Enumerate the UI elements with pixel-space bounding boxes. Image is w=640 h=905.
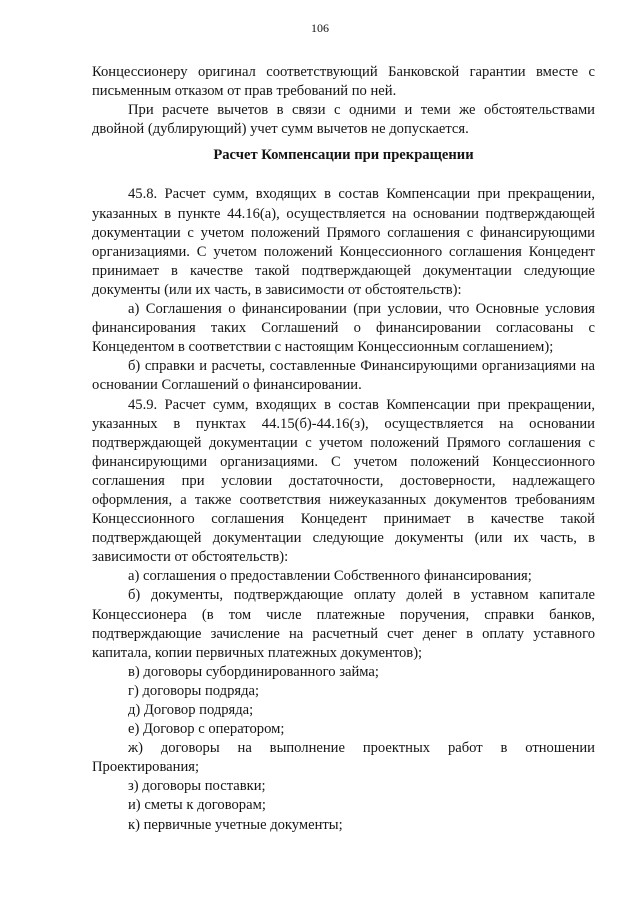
paragraph-continuation: Концессионеру оригинал соответствующий Банковской гарантии вместе с письменным отказом от прав требований по ней. [92, 64, 595, 100]
paragraph-double-deduction: При расчете вычетов в связи с одними и теми же обстоятельствами двойной (дублирующий) учет сумм вычетов не допускается. [92, 102, 595, 138]
clause-45-8-item-b: б) справки и расчеты, составленные Финансирующими организациями на основании Соглашений о финансировании. [92, 358, 595, 394]
clause-45-8-item-a: а) Соглашения о финансировании (при условии, что Основные условия финансирования таких Соглашений о финансировании согласованы с Концедентом в соответствии с настоящим Концессионным соглашением); [92, 301, 595, 356]
clause-45-9-item-i: и) сметы к договорам; [128, 797, 266, 814]
clause-45-9-item-g: г) договоры подряда; [128, 682, 260, 699]
section-heading: Расчет Компенсации при прекращении [213, 147, 474, 164]
clause-45-9-item-k: к) первичные учетные документы; [128, 816, 343, 833]
clause-45-8: 45.8. Расчет сумм, входящих в состав Компенсации при прекращении, указанных в пункте 44.16(а), осуществляется на основании подтверждающей документации с учетом положений Прямого соглашения с финансирующими организациями. С учетом положений Концессионного соглашения Концедент принимает в качестве такой подтверждающей документации следующие документы (или их часть, в зависимости от обстоятельств): [92, 186, 595, 298]
clause-45-9-item-d: д) Договор подряда; [128, 702, 254, 718]
clause-45-9: 45.9. Расчет сумм, входящих в состав Компенсации при прекращении, указанных в пунктах 44.15(б)-44.16(з), осуществляется на основании подтверждающей документации с учетом положений Прямого соглашения с финансирующими организациями. С учетом положений Концессионного соглашения при условии достаточности, достоверности, надлежащего оформления, а также соответствия нижеуказанных документов требованиям Концессионного соглашения Концедент принимает в качестве такой подтверждающей документации следующие документы (или их часть, в зависимости от обстоятельств): [92, 396, 595, 566]
clause-45-9-item-a: а) соглашения о предоставлении Собственного финансирования; [128, 568, 532, 585]
clause-45-9-item-zh: ж) договоры на выполнение проектных работ в отношении Проектирования; [92, 740, 595, 776]
clause-45-9-item-v: в) договоры субординированного займа; [128, 663, 379, 680]
clause-45-9-item-b: б) документы, подтверждающие оплату долей в уставном капитале Концессионера (в том числе платежные поручения, справки банков, подтверждающие зачисление на расчетный счет денег в оплату уставного капитала, копии первичных платежных документов); [92, 587, 595, 661]
clause-45-9-item-e: е) Договор с оператором; [128, 721, 285, 738]
clause-45-9-item-z: з) договоры поставки; [128, 778, 266, 795]
page-number: 106 [311, 21, 329, 35]
document-body [92, 63, 595, 835]
